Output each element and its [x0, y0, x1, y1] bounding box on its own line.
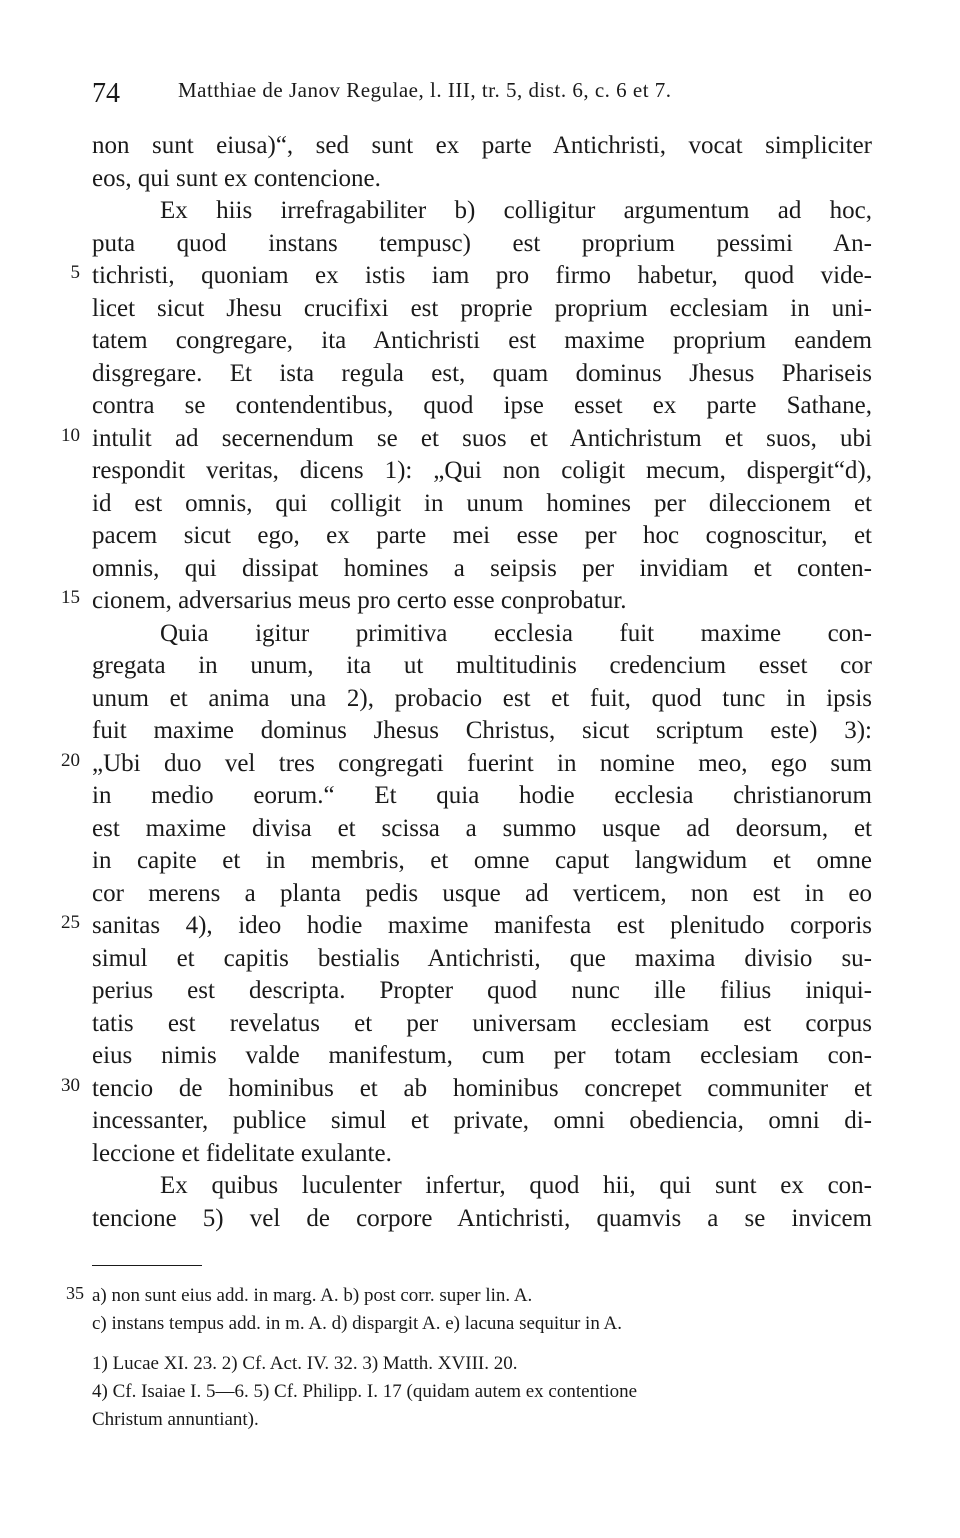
line-text: leccione et fidelitate exulante.	[92, 1139, 392, 1167]
footnotes	[0, 1282, 960, 1434]
text-line	[0, 845, 960, 878]
line-text: contra se contendentibus, quod ipse esset ex parte Sathane,	[92, 392, 872, 419]
text-line	[0, 1203, 960, 1236]
text-line	[0, 130, 960, 163]
text-line	[0, 585, 960, 618]
text-line	[0, 1073, 960, 1106]
source-footnote	[0, 1406, 960, 1434]
line-text: tatem congregare, ita Antichristi est maxime proprium eandem	[92, 327, 872, 354]
line-text: tencione 5) vel de corpore Antichristi, quamvis a se invicem	[92, 1204, 872, 1232]
source-footnote	[0, 1378, 960, 1406]
footnote-text: 1) Lucae XI. 23. 2) Cf. Act. IV. 32. 3) Matth. XVIII. 20.	[92, 1353, 518, 1374]
line-text: omnis, qui dissipat homines a seipsis per invidiam et conten-	[92, 554, 872, 582]
footnote-text: 4) Cf. Isaiae I. 5—6. 5) Cf. Philipp. I. 17 (quidam autem ex contentione	[92, 1381, 638, 1402]
footnote-gap	[0, 1338, 960, 1350]
text-line	[0, 975, 960, 1008]
text-line	[0, 423, 960, 456]
line-text: „Ubi duo vel tres congregati fuerint in nomine meo, ego sum	[92, 749, 872, 777]
text-line	[0, 455, 960, 488]
source-footnote	[0, 1350, 960, 1378]
line-text: in capite et in membris, et omne caput langwidum et omne	[92, 847, 872, 874]
text-line	[0, 878, 960, 911]
line-number: 10	[61, 424, 80, 446]
text-line	[0, 163, 960, 196]
main-text	[0, 130, 960, 1235]
line-text: gregata in unum, ita ut multitudinis credencium esset cor	[92, 652, 872, 679]
line-text: perius est descripta. Propter quod nunc ille filius iniqui-	[92, 977, 872, 1004]
text-line	[0, 910, 960, 943]
text-line	[0, 260, 960, 293]
text-line	[0, 293, 960, 326]
text-line	[0, 618, 960, 651]
line-text: cor merens a planta pedis usque ad verticem, non est in eo	[92, 879, 872, 907]
footnote-text: a) non sunt eius add. in marg. A. b) post corr. super lin. A.	[92, 1285, 533, 1306]
text-line	[0, 748, 960, 781]
text-line	[0, 553, 960, 586]
line-text: incessanter, publice simul et private, omni obediencia, omni di-	[92, 1107, 872, 1134]
text-line	[0, 943, 960, 976]
text-line	[0, 1170, 960, 1203]
critical-footnote	[0, 1310, 960, 1338]
line-text: licet sicut Jhesu crucifixi est proprie proprium ecclesiam in uni-	[92, 294, 872, 322]
line-text: intulit ad secernendum se et suos et Antichristum et suos, ubi	[92, 424, 872, 452]
line-text: Ex hiis irrefragabiliter b) colligitur argumentum ad hoc,	[160, 197, 872, 224]
page-number: 74	[92, 78, 120, 109]
line-number: 30	[61, 1074, 80, 1096]
line-text: Ex quibus luculenter infertur, quod hii, qui sunt ex con-	[160, 1172, 872, 1199]
text-line	[0, 1138, 960, 1171]
text-line	[0, 813, 960, 846]
text-line	[0, 195, 960, 228]
line-text: pacem sicut ego, ex parte mei esse per hoc cognoscitur, et	[92, 522, 872, 549]
line-text: tencio de hominibus et ab hominibus concrepet communiter et	[92, 1074, 872, 1102]
text-line	[0, 228, 960, 261]
line-number: 5	[70, 262, 80, 283]
line-text: cionem, adversarius meus pro certo esse conprobatur.	[92, 587, 627, 614]
line-number: 25	[61, 912, 80, 933]
line-number: 20	[61, 749, 80, 771]
line-text: sanitas 4), ideo hodie maxime manifesta est plenitudo corporis	[92, 912, 872, 939]
text-line	[0, 325, 960, 358]
text-line	[0, 683, 960, 716]
line-text: tichristi, quoniam ex istis iam pro firmo habetur, quod vide-	[92, 262, 872, 289]
line-text: respondit veritas, dicens 1): „Qui non coligit mecum, dispergit“d),	[92, 457, 872, 484]
critical-footnote	[0, 1282, 960, 1310]
line-text: id est omnis, qui colligit in unum homines per dileccionem et	[92, 489, 872, 517]
footnote-rule	[92, 1265, 202, 1266]
line-text: eos, qui sunt ex contencione.	[92, 164, 381, 192]
line-text: disgregare. Et ista regula est, quam dominus Jhesus Phariseis	[92, 359, 872, 387]
page-header	[92, 74, 872, 114]
text-line	[0, 1040, 960, 1073]
line-text: non sunt eiusa)“, sed sunt ex parte Antichristi, vocat simpliciter	[92, 132, 872, 159]
running-title: Matthiae de Janov Regulae, l. III, tr. 5, dist. 6, c. 6 et 7.	[178, 78, 672, 102]
text-line	[0, 650, 960, 683]
line-text: est maxime divisa et scissa a summo usque ad deorsum, et	[92, 814, 872, 842]
text-line	[0, 520, 960, 553]
line-text: puta quod instans tempusc) est proprium pessimi An-	[92, 229, 872, 257]
footnote-text: Christum annuntiant).	[92, 1409, 259, 1430]
line-text: simul et capitis bestialis Antichristi, que maxima divisio su-	[92, 944, 872, 972]
line-text: eius nimis valde manifestum, cum per totam ecclesiam con-	[92, 1042, 872, 1069]
line-number: 35	[66, 1283, 84, 1303]
line-text: in medio eorum.“ Et quia hodie ecclesia christianorum	[92, 782, 872, 809]
text-line	[0, 1105, 960, 1138]
line-number: 15	[61, 587, 80, 608]
text-line	[0, 488, 960, 521]
line-text: Quia igitur primitiva ecclesia fuit maxime con-	[160, 619, 872, 647]
text-line	[0, 715, 960, 748]
text-line	[0, 780, 960, 813]
line-text: tatis est revelatus et per universam ecclesiam est corpus	[92, 1009, 872, 1037]
footnote-text: c) instans tempus add. in m. A. d) dispargit A. e) lacuna sequitur in A.	[92, 1313, 622, 1334]
line-text: fuit maxime dominus Jhesus Christus, sicut scriptum este) 3):	[92, 717, 872, 744]
text-line	[0, 390, 960, 423]
text-line	[0, 1008, 960, 1041]
text-line	[0, 358, 960, 391]
line-text: unum et anima una 2), probacio est et fuit, quod tunc in ipsis	[92, 684, 872, 712]
